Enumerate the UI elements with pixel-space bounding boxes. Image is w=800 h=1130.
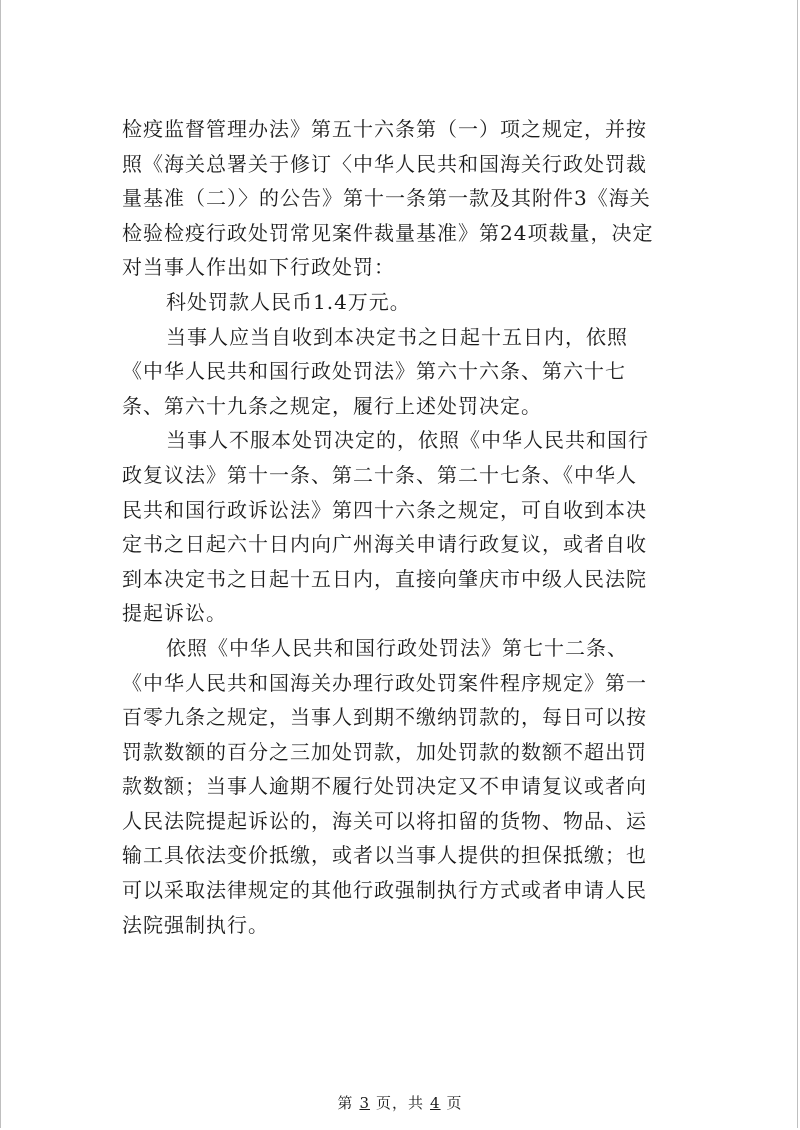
text-line: 当事人不服本处罚决定的，依照《中华人民共和国行 <box>166 428 649 453</box>
text-line: 政复议法》第十一条、第二十条、第二十七条、《中华人 <box>122 462 637 487</box>
text-line: 检验检疫行政处罚常见案件裁量基准》第24项裁量，决定 <box>122 220 654 245</box>
text-line: 可以采取法律规定的其他行政强制执行方式或者申请人民 <box>122 878 647 903</box>
footer-middle: 页，共 <box>375 1094 424 1112</box>
text-line: 《中华人民共和国海关办理行政处罚案件程序规定》第一 <box>122 670 647 695</box>
text-line: 到本决定书之日起十五日内，直接向肇庆市中级人民法院 <box>122 566 647 591</box>
text-line: 提起诉讼。 <box>122 601 227 626</box>
page-total: 4 <box>430 1094 441 1112</box>
text-line: 科处罚款人民币1.4万元。 <box>166 289 411 314</box>
text-line: 定书之日起六十日内向广州海关申请行政复议，或者自收 <box>122 532 647 557</box>
text-line: 依照《中华人民共和国行政处罚法》第七十二条、 <box>166 635 628 660</box>
text-line: 法院强制执行。 <box>122 912 269 937</box>
text-line: 条、第六十九条之规定，履行上述处罚决定。 <box>122 393 542 418</box>
text-line: 对当事人作出如下行政处罚： <box>122 255 395 280</box>
text-line: 民共和国行政诉讼法》第四十六条之规定，可自收到本决 <box>122 497 647 522</box>
text-line: 《中华人民共和国行政处罚法》第六十六条、第六十七 <box>122 359 626 384</box>
footer-prefix: 第 <box>337 1094 354 1112</box>
text-line: 输工具依法变价抵缴，或者以当事人提供的担保抵缴；也 <box>122 843 647 868</box>
text-line: 罚款数额的百分之三加处罚款，加处罚款的数额不超出罚 <box>122 739 647 764</box>
page-footer <box>0 1092 800 1113</box>
text-line: 当事人应当自收到本决定书之日起十五日内，依照 <box>166 324 628 349</box>
text-line: 量基准（二）〉的公告》第十一条第一款及其附件3《海关 <box>122 186 651 211</box>
footer-suffix: 页 <box>446 1094 463 1112</box>
text-line: 人民法院提起诉讼的，海关可以将扣留的货物、物品、运 <box>122 808 647 833</box>
text-line: 照《海关总署关于修订〈中华人民共和国海关行政处罚裁 <box>122 151 647 176</box>
document-body <box>122 112 682 942</box>
text-line: 款数额；当事人逾期不履行处罚决定又不申请复议或者向 <box>122 774 647 799</box>
text-line: 检疫监督管理办法》第五十六条第（一）项之规定，并按 <box>122 117 647 141</box>
text-line: 百零九条之规定，当事人到期不缴纳罚款的，每日可以按 <box>122 705 647 730</box>
page-number: 3 <box>359 1094 370 1112</box>
